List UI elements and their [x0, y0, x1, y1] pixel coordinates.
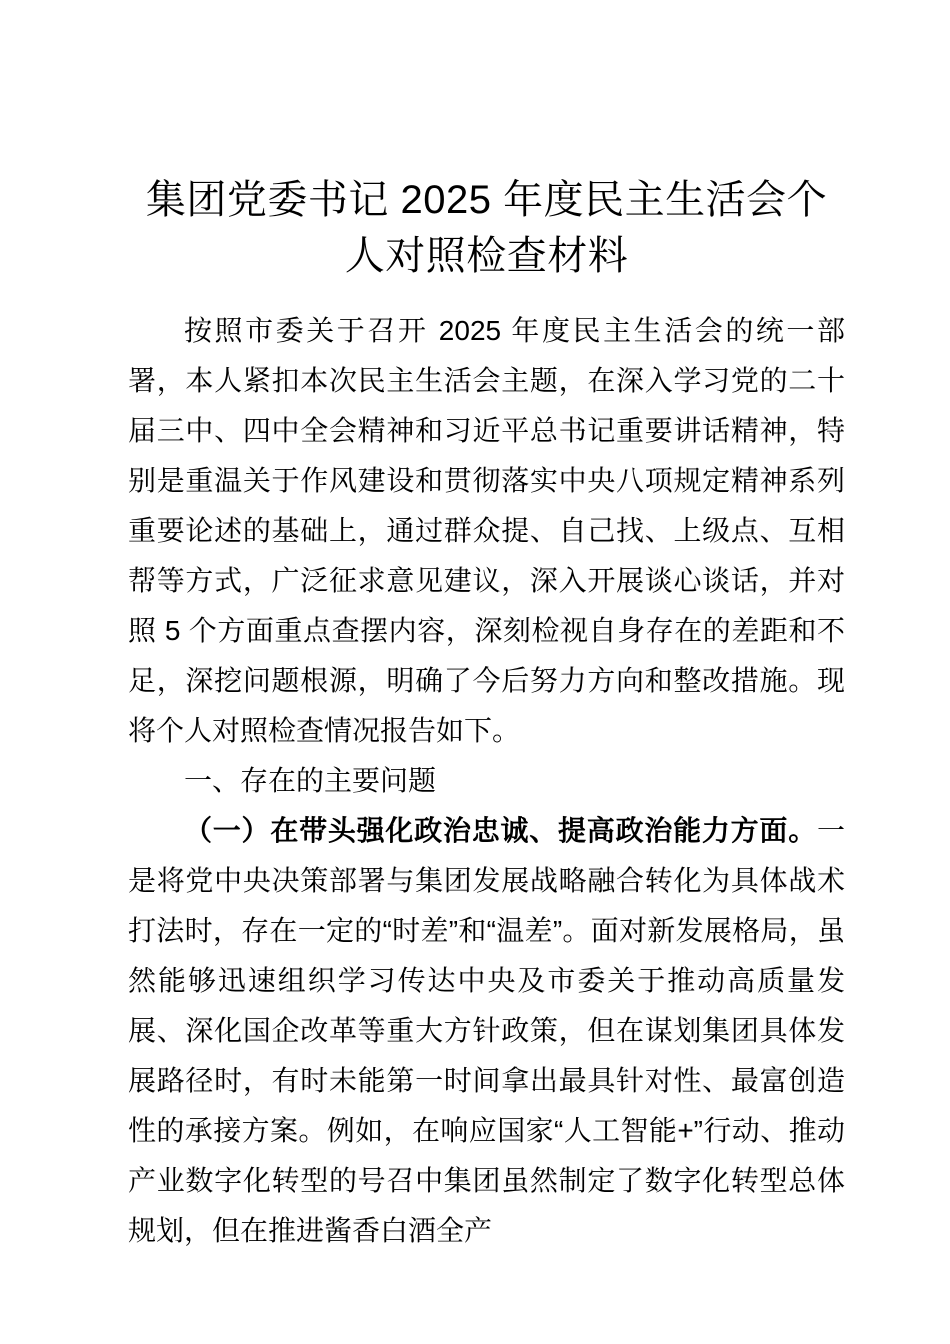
subsection-one-body: 一是将党中央决策部署与集团发展战略融合转化为具体战术打法时，存在一定的“时差”和“温差”。面对新发展格局，虽然能够迅速组织学习传达中央及市委关于推动高质量发展、深化国企改革等重大方针政策，但在谋划集团具体发展路径时，有时未能第一时间拿出最具针对性、最富创造性的承接方案。例如，在响应国家“人工智能+”行动、推动产业数字化转型的号召中集团虽然制定了数字化转型总体规划，但在推进酱香白酒全产: [128, 815, 845, 1246]
subsection-one-heading: （一）在带头强化政治忠诚、提高政治能力方面。: [184, 815, 817, 846]
paragraph-subsection-one: [128, 806, 845, 1256]
section-heading-main-problems: 一、存在的主要问题: [184, 765, 437, 796]
paragraph-intro: 按照市委关于召开 2025 年度民主生活会的统一部署，本人紧扣本次民主生活会主题，在深入学习党的二十届三中、四中全会精神和习近平总书记重要讲话精神，特别是重温关于作风建设和贯彻落实中央八项规定精神系列重要论述的基础上，通过群众提、自己找、上级点、互相帮等方式，广泛征求意见建议，深入开展谈心谈话，并对照 5 个方面重点查摆内容，深刻检视自身存在的差距和不足，深挖问题根源，明确了今后努力方向和整改措施。现将个人对照检查情况报告如下。: [128, 315, 845, 746]
document-title: 集团党委书记 2025 年度民主生活会个人对照检查材料: [145, 178, 828, 278]
